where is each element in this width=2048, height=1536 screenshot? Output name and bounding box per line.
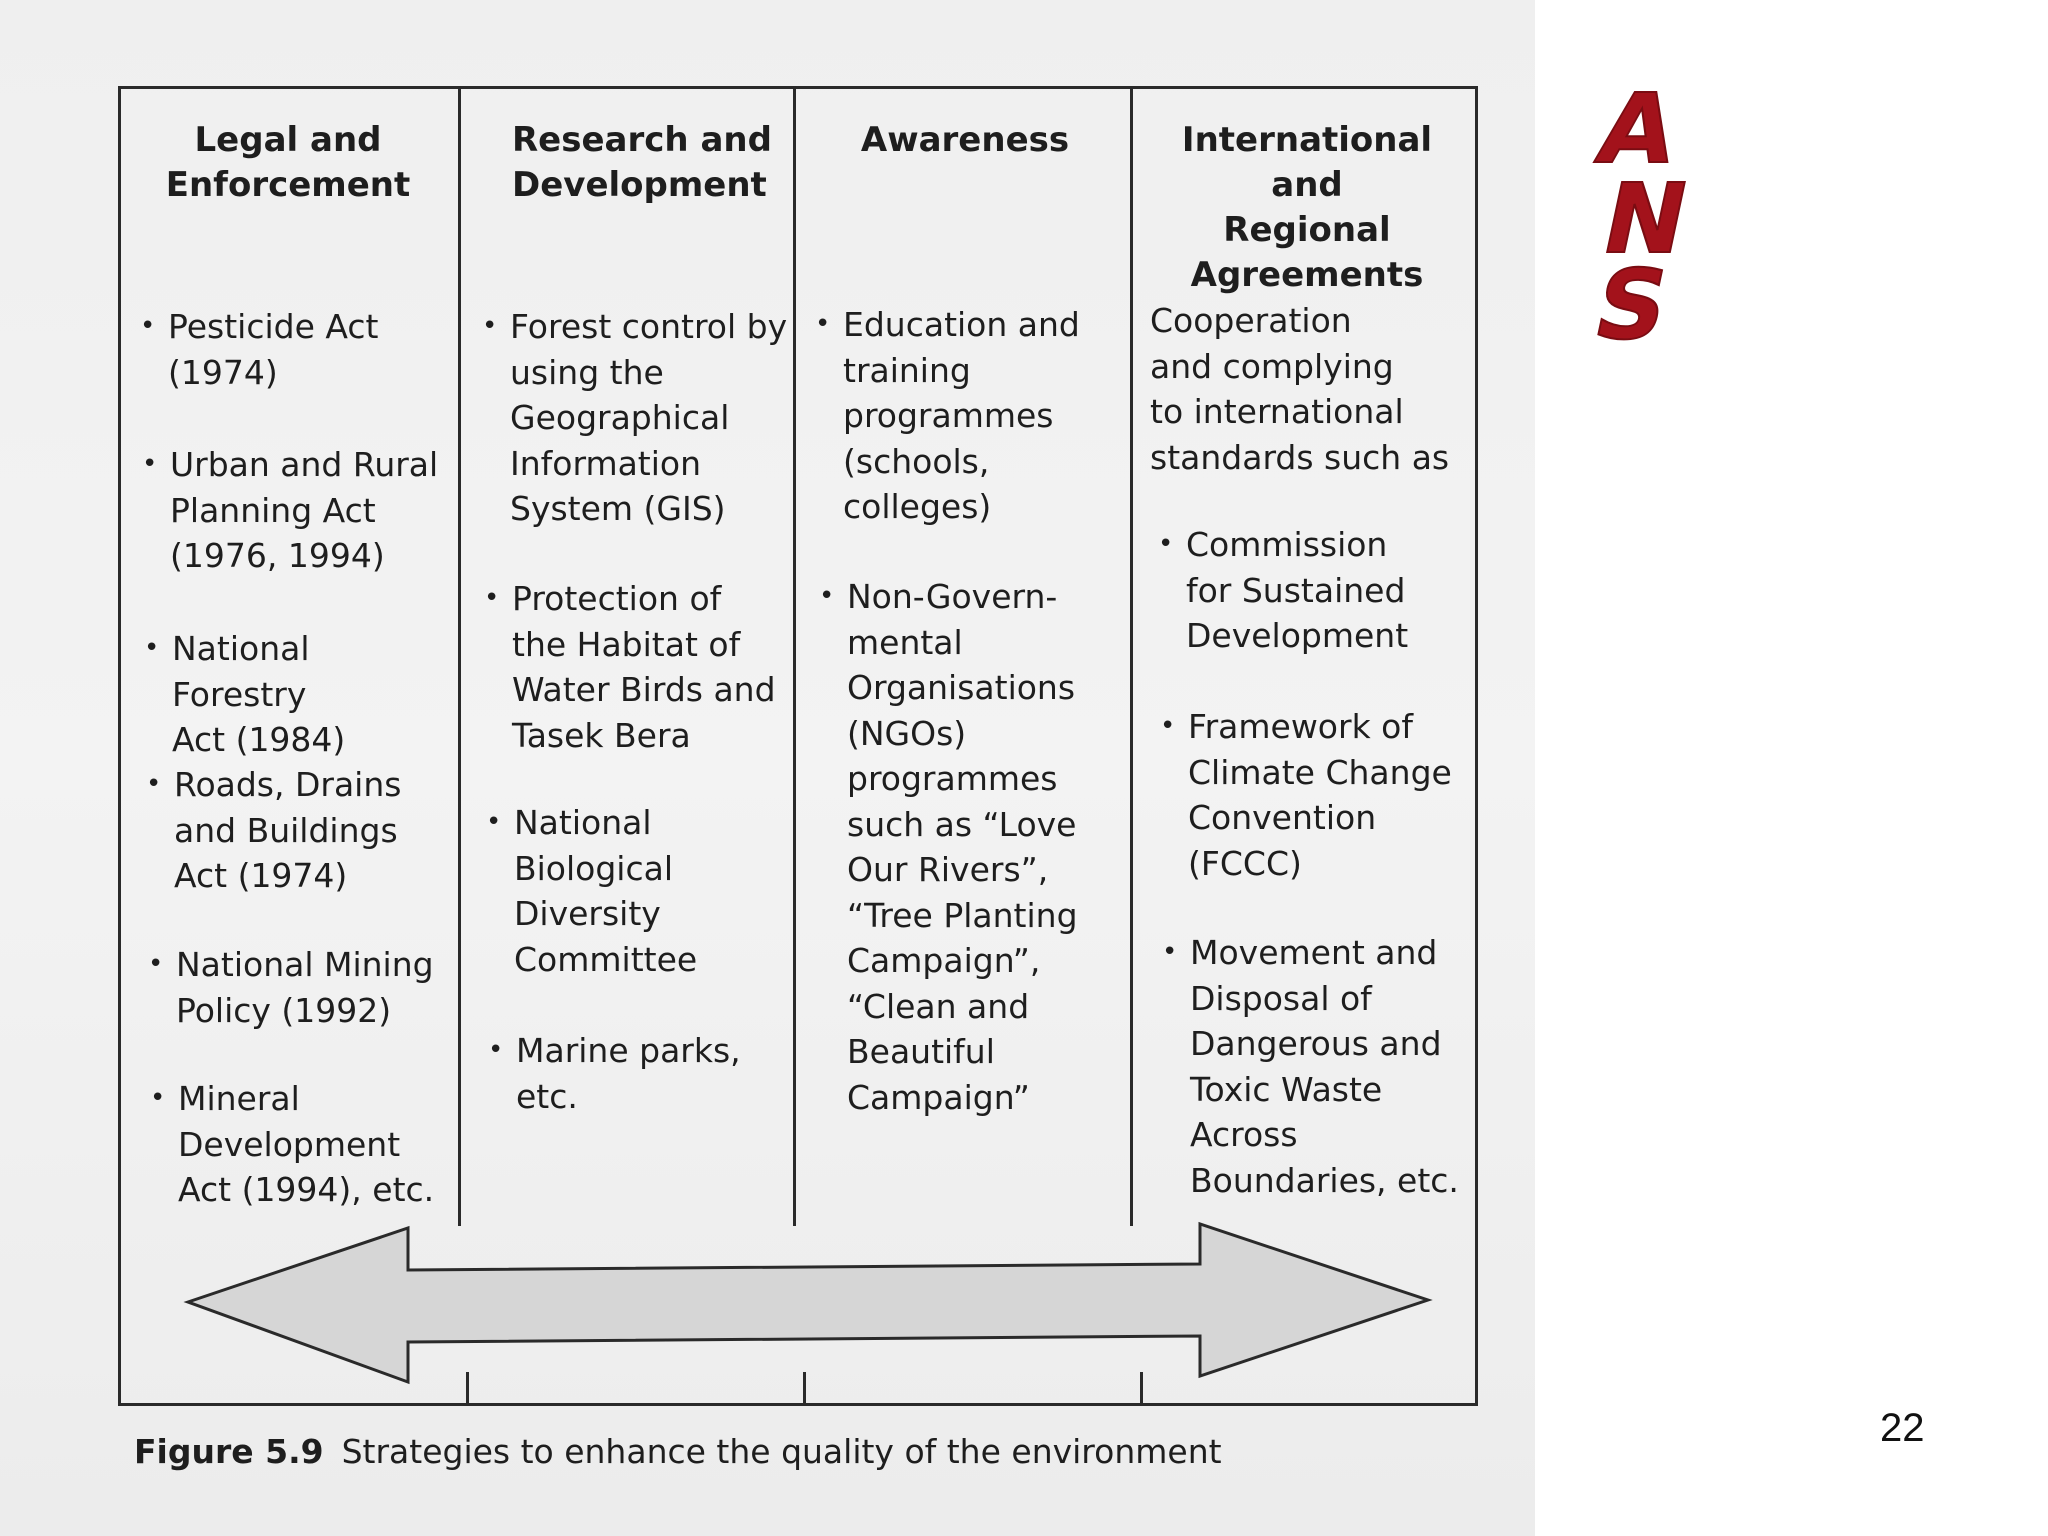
figure-label: Figure 5.9 (134, 1432, 324, 1471)
column-heading: Legal and Enforcement (165, 120, 411, 205)
ans-logo (1585, 72, 1765, 361)
logo-letter: N (1593, 162, 1698, 275)
column-heading: Research and Development (512, 120, 772, 205)
list-item: • Commission for Sustained Development (1156, 522, 1408, 659)
list-item: • Urban and Rural Planning Act (1976, 1994) (140, 442, 438, 579)
column-heading: Awareness (860, 120, 1070, 160)
logo-letter: S (1585, 248, 1679, 361)
column-divider (458, 86, 461, 1226)
list-item: • Non-Govern- mental Organisations (NGOs) programmes such as “Love Our Rivers”, “Tree Planting Campaign”, “Clean and Beautiful Campaign” (817, 574, 1078, 1120)
list-item: • National Mining Policy (1992) (146, 942, 434, 1033)
column-divider (1130, 86, 1133, 1226)
list-item: • Movement and Disposal of Dangerous and Toxic Waste Across Boundaries, etc. (1160, 930, 1459, 1203)
column-awareness (805, 118, 1125, 1117)
list-item: • National Biological Diversity Committee (484, 800, 697, 982)
column-legal-enforcement (128, 118, 448, 1209)
column-heading: International and Regional Agreements (1181, 120, 1433, 295)
lead-text: Cooperation and complying to international standards such as (1150, 301, 1450, 477)
column-research-development (470, 118, 790, 1116)
page-number: 22 (1880, 1406, 1925, 1450)
list-item: • Mineral Development Act (1994), etc. (148, 1076, 434, 1213)
list-item: • Protection of the Habitat of Water Birds and Tasek Bera (482, 576, 776, 758)
column-international-agreements (1142, 118, 1472, 1200)
column-divider (793, 86, 796, 1226)
list-item: • Roads, Drains and Buildings Act (1974) (144, 762, 401, 899)
double-arrow-icon (180, 1218, 1440, 1388)
logo-letter: A (1588, 72, 1687, 185)
list-item: • Marine parks, etc. (486, 1028, 741, 1119)
list-item: • Framework of Climate Change Convention (FCCC) (1158, 704, 1452, 886)
list-item: • National Forestry Act (1984) (142, 626, 448, 763)
figure-caption (134, 1432, 1222, 1471)
list-item: • Pesticide Act (1974) (138, 304, 378, 395)
list-item: • Education and training programmes (schools, colleges) (813, 302, 1080, 530)
caption-text: Strategies to enhance the quality of the environment (341, 1432, 1222, 1471)
list-item: • Forest control by using the Geographical Information System (GIS) (480, 304, 787, 532)
